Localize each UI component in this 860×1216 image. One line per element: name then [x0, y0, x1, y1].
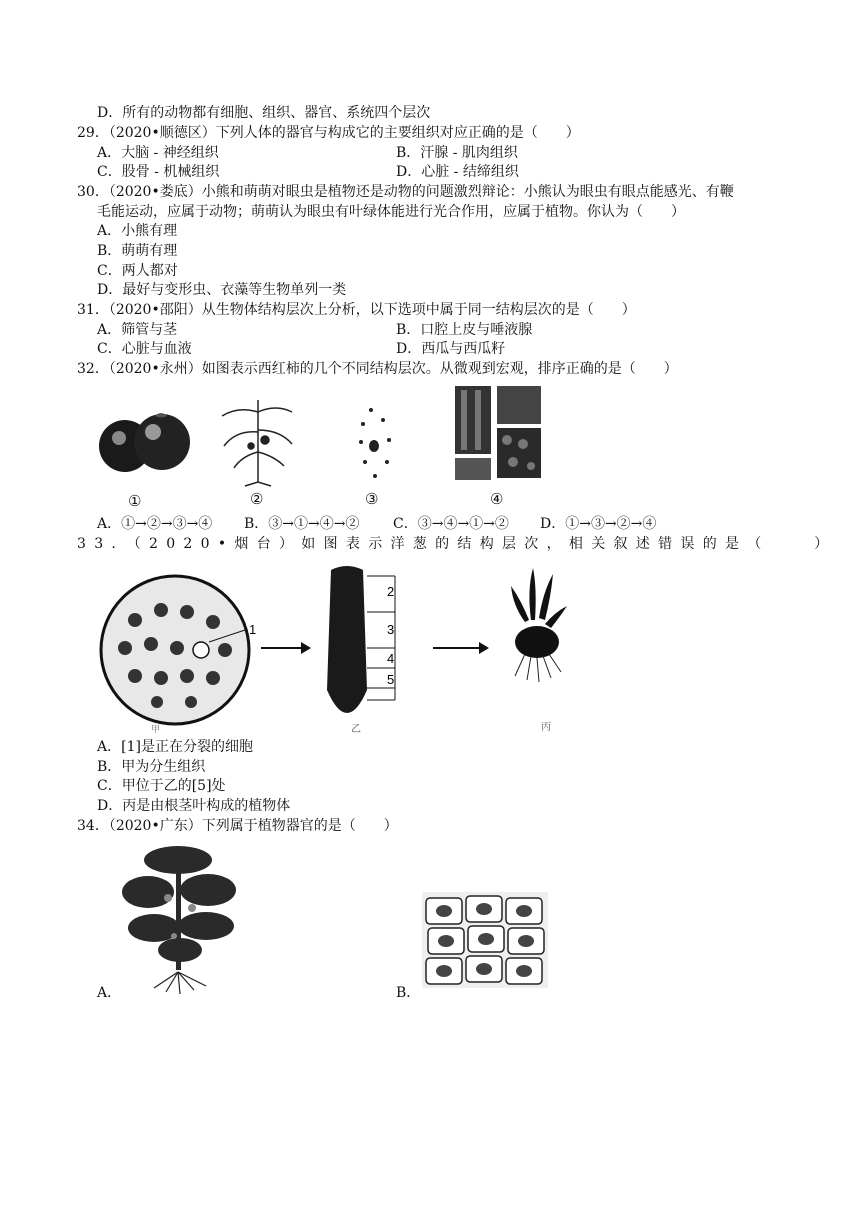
- q32-option-b: B．③→①→④→②: [244, 516, 360, 532]
- q30-option-a: A．小熊有理: [97, 223, 178, 239]
- q32-option-c: C．③→④→①→②: [393, 516, 509, 532]
- q33-scale-5: 5: [387, 672, 395, 687]
- q32-stem: 32．（2020•永州）如图表示西红柿的几个不同结构层次。从微观到宏观，排序正确的是（ ）: [77, 361, 678, 377]
- q33-label-bing: 丙: [541, 722, 551, 733]
- q28-option-d: D．所有的动物都有细胞、组织、器官、系统四个层次: [97, 105, 431, 121]
- arrow-icon: [261, 642, 311, 654]
- q34-option-b: B．: [396, 985, 421, 1001]
- q29-stem: 29．（2020•顺德区）下列人体的器官与构成它的主要组织对应正确的是（ ）: [77, 125, 580, 141]
- q30-stem-line2: 毛能运动，应属于动物；萌萌认为眼虫有叶绿体能进行光合作用，应属于植物。你认为（ ）: [97, 204, 685, 220]
- q33-scale-2: 2: [387, 584, 395, 599]
- q33-option-d: D．丙是由根茎叶构成的植物体: [97, 798, 291, 814]
- q34-stem: 34．（2020•广东）下列属于植物器官的是（ ）: [77, 818, 398, 834]
- tomato-cell-illustration: [359, 408, 391, 478]
- q34-option-a-figure: [118, 838, 242, 996]
- q32-label-3: ③: [365, 490, 379, 508]
- onion-root-tip-illustration: [327, 566, 395, 713]
- q29-option-b: B．汗腺 - 肌肉组织: [396, 145, 518, 161]
- q33-option-c: C．甲位于乙的[5]处: [97, 778, 226, 794]
- arrow-icon: [433, 642, 489, 654]
- q33-option-a: A．[1]是正在分裂的细胞: [97, 739, 253, 755]
- q33-callout-1: 1: [249, 622, 257, 637]
- q33-scale-4: 4: [387, 651, 395, 666]
- tomato-plant-illustration: [222, 400, 292, 486]
- q33-label-yi: 乙: [351, 724, 361, 735]
- q31-option-d: D．西瓜与西瓜籽: [396, 341, 506, 357]
- q34-option-a: A．: [97, 985, 122, 1001]
- tomato-plant-illustration: [122, 846, 236, 970]
- q29-option-a: A．大脑 - 神经组织: [97, 145, 219, 161]
- q32-option-d: D．①→③→②→④: [540, 516, 657, 532]
- tomato-tissue-illustration: [455, 386, 541, 480]
- q33-stem: 33．（2020•烟台）如图表示洋葱的结构层次，相关叙述错误的是（ ）: [77, 536, 837, 552]
- onion-root-tip-cells-illustration: [101, 576, 249, 724]
- q29-option-d: D．心脏 - 结缔组织: [396, 164, 519, 180]
- q32-option-a: A．①→②→③→④: [97, 516, 213, 532]
- q30-option-b: B．萌萌有理: [97, 243, 178, 259]
- q33-scale-3: 3: [387, 622, 395, 637]
- tomato-fruit-illustration: [99, 413, 190, 472]
- q29-option-c: C．股骨 - 机械组织: [97, 164, 220, 180]
- q34-option-b-figure: [422, 892, 548, 988]
- q33-figure: [95, 560, 595, 735]
- q32-label-4: ④: [490, 490, 504, 508]
- q32-label-2: ②: [250, 490, 264, 508]
- q31-option-c: C．心脏与血液: [97, 341, 192, 357]
- q33-option-b: B．甲为分生组织: [97, 759, 206, 775]
- q30-stem-line1: 30．（2020•娄底）小熊和萌萌对眼虫是植物还是动物的问题激烈辩论：小熊认为眼虫有眼点能感光、有鞭: [77, 184, 734, 200]
- q30-option-c: C．两人都对: [97, 263, 178, 279]
- q32-label-1: ①: [128, 492, 142, 510]
- q33-label-jia: 甲: [151, 725, 161, 735]
- plant-cells-illustration: [422, 892, 548, 988]
- onion-plant-illustration: [511, 568, 567, 682]
- q31-stem: 31．（2020•邵阳）从生物体结构层次上分析，以下选项中属于同一结构层次的是（ ）: [77, 302, 636, 318]
- q31-option-b: B．口腔上皮与唾液腺: [396, 322, 533, 338]
- q31-option-a: A．筛管与茎: [97, 322, 178, 338]
- q30-option-d: D．最好与变形虫、衣藻等生物单列一类: [97, 282, 347, 298]
